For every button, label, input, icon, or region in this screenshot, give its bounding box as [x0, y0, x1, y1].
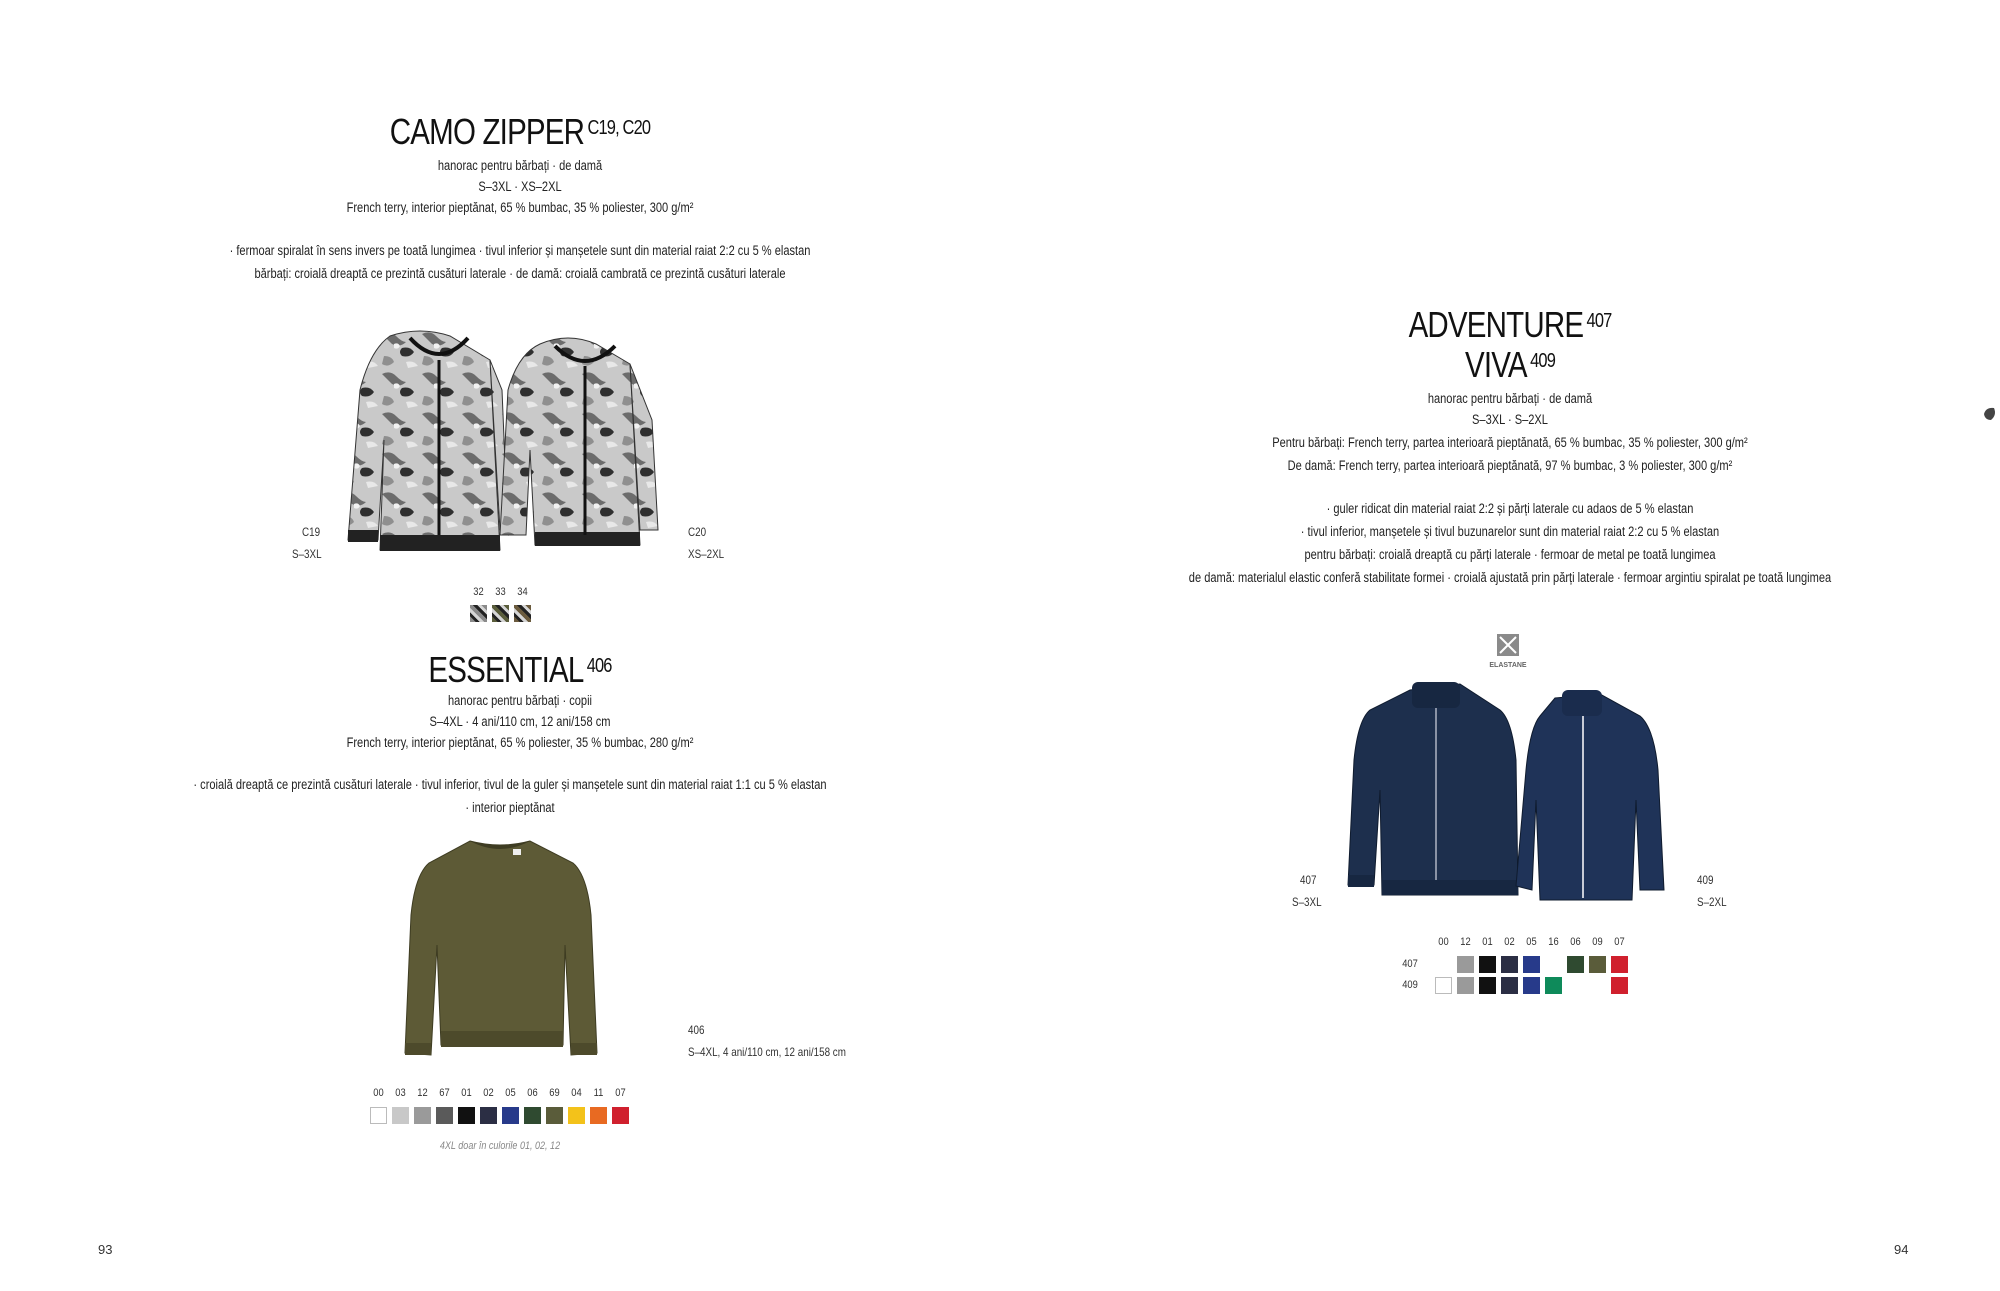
camo-bullet-2: bărbați: croială dreaptă ce prezintă cusături laterale · de damă: croială cambrată ce prezintă cusături laterale [254, 266, 786, 281]
color-code-label: 06 [527, 1087, 538, 1099]
elastane-icon [1497, 634, 1519, 656]
camo-left-code: C19 [302, 525, 321, 539]
color-code-label: 11 [593, 1087, 604, 1099]
adventure-title [1305, 305, 1715, 345]
essential-title-block [300, 650, 740, 690]
viva-code: 409 [1530, 350, 1555, 372]
color-swatch [1457, 956, 1474, 973]
color-swatch [470, 605, 487, 622]
essential-color-note: 4XL doar în culorile 01, 02, 12 [439, 1140, 561, 1152]
adventure-left-size: S–3XL [1292, 895, 1322, 909]
camo-color-swatches [470, 586, 550, 626]
color-swatch [370, 1107, 387, 1124]
color-swatch [392, 1107, 409, 1124]
camo-title-block [300, 112, 740, 152]
color-code-label: 02 [1504, 936, 1515, 948]
color-code-label: 32 [473, 586, 484, 598]
color-swatch [612, 1107, 629, 1124]
adventure-title-text: ADVENTURE [1408, 304, 1584, 345]
essential-bullet-2: · interior pieptănat [465, 800, 555, 815]
adventure-bullet-2: · tivul inferior, manșetele și tivul buzunarelor sunt din material raiat 2:2 cu 5 % elastan [1300, 524, 1720, 539]
essential-type: hanorac pentru bărbați · copii [447, 693, 592, 708]
color-code-label: 69 [549, 1087, 560, 1099]
adventure-color-grid [1395, 936, 1655, 998]
camo-hoodies-image [340, 330, 670, 565]
color-swatch [492, 605, 509, 622]
color-swatch [1501, 956, 1518, 973]
row-label: 409 [1402, 979, 1418, 991]
viva-right-size: S–2XL [1697, 895, 1727, 909]
viva-right-code: 409 [1697, 873, 1714, 887]
camo-bullet-1: · fermoar spiralat în sens invers pe toată lungimea · tivul inferior și manșetele sunt din material raiat 2:2 cu 5 % elastan [229, 243, 811, 258]
adventure-code: 407 [1586, 310, 1612, 332]
color-code-label: 12 [1460, 936, 1471, 948]
elastane-badge [1488, 634, 1528, 674]
color-swatch [436, 1107, 453, 1124]
color-swatch [414, 1107, 431, 1124]
color-swatch [514, 605, 531, 622]
leaf-icon [1982, 406, 1998, 422]
camo-left-size: S–3XL [292, 547, 322, 561]
essential-side-size: S–4XL, 4 ani/110 cm, 12 ani/158 cm [688, 1045, 846, 1059]
adventure-sizes: S–3XL · S–2XL [1472, 412, 1548, 427]
page-number-left: 93 [98, 1242, 113, 1257]
color-swatch [568, 1107, 585, 1124]
color-swatch [524, 1107, 541, 1124]
essential-side-code: 406 [688, 1023, 705, 1037]
essential-title [340, 650, 701, 690]
color-code-label: 09 [1592, 936, 1603, 948]
color-code-label: 33 [495, 586, 506, 598]
adventure-bullet-4: de damă: materialul elastic conferă stabilitate formei · croială ajustată prin părți laterale · fermoar argintiu spiralat pe toată lungimea [1188, 570, 1832, 585]
color-code-label: 00 [1438, 936, 1449, 948]
adventure-fabric-women: De damă: French terry, partea interioară pieptănată, 97 % bumbac, 3 % poliester, 300 g/m² [1287, 458, 1733, 473]
color-swatch [480, 1107, 497, 1124]
row-label: 407 [1402, 958, 1418, 970]
color-swatch [546, 1107, 563, 1124]
color-code-label: 05 [1526, 936, 1537, 948]
color-code-label: 03 [395, 1087, 406, 1099]
adventure-fabric-men: Pentru bărbați: French terry, partea interioară pieptănată, 65 % bumbac, 35 % poliester, 300 g/m² [1272, 435, 1748, 450]
color-swatch [1545, 977, 1562, 994]
color-code-label: 01 [461, 1087, 472, 1099]
essential-sizes: S–4XL · 4 ani/110 cm, 12 ani/158 cm [429, 714, 611, 729]
color-swatch [1479, 956, 1496, 973]
camo-right-code: C20 [688, 525, 707, 539]
color-swatch [1589, 956, 1606, 973]
color-code-label: 34 [517, 586, 528, 598]
color-code-label: 16 [1548, 936, 1559, 948]
adventure-bullet-1: · guler ridicat din material raiat 2:2 și părți laterale cu adaos de 5 % elastan [1326, 501, 1694, 516]
color-code-label: 06 [1570, 936, 1581, 948]
viva-title [1305, 345, 1715, 385]
camo-fabric: French terry, interior pieptănat, 65 % bumbac, 35 % poliester, 300 g/m² [346, 200, 694, 215]
essential-title-text: ESSENTIAL [428, 649, 584, 690]
color-code-label: 07 [615, 1087, 626, 1099]
essential-fabric: French terry, interior pieptănat, 65 % poliester, 35 % bumbac, 280 g/m² [346, 735, 694, 750]
color-swatch [1611, 956, 1628, 973]
camo-title-text: CAMO ZIPPER [389, 111, 585, 152]
camo-type: hanorac pentru bărbați · de damă [437, 158, 603, 173]
camo-right-size: XS–2XL [688, 547, 725, 561]
color-swatch [1435, 977, 1452, 994]
viva-title-text: VIVA [1465, 344, 1527, 385]
color-swatch [1523, 956, 1540, 973]
page-number-right: 94 [1894, 1242, 1909, 1257]
color-code-label: 00 [373, 1087, 384, 1099]
essential-code: 406 [586, 655, 612, 677]
adventure-title-block [1260, 305, 1760, 385]
color-swatch [590, 1107, 607, 1124]
color-swatch [1501, 977, 1518, 994]
elastane-label: ELASTANE [1489, 662, 1527, 669]
essential-color-swatches [370, 1087, 640, 1127]
color-swatch [1457, 977, 1474, 994]
color-swatch [1523, 977, 1540, 994]
camo-title [340, 112, 701, 152]
color-swatch [458, 1107, 475, 1124]
color-code-label: 01 [1482, 936, 1493, 948]
color-code-label: 07 [1614, 936, 1625, 948]
essential-bullet-1: · croială dreaptă ce prezintă cusături laterale · tivul inferior, tivul de la guler și manșetele sunt din material raiat 1:1 cu 5 % elastan [193, 777, 827, 792]
color-swatch [1479, 977, 1496, 994]
color-swatch [1567, 956, 1584, 973]
adventure-bullet-3: pentru bărbați: croială dreaptă cu părți laterale · fermoar de metal pe toată lungimea [1304, 547, 1716, 562]
adventure-left-code: 407 [1300, 873, 1317, 887]
color-swatch [502, 1107, 519, 1124]
camo-sizes: S–3XL · XS–2XL [478, 179, 562, 194]
essential-sweatshirt-image [395, 835, 605, 1065]
color-code-label: 04 [571, 1087, 582, 1099]
camo-codes: C19, C20 [587, 117, 651, 139]
color-code-label: 67 [439, 1087, 450, 1099]
color-swatch [1611, 977, 1628, 994]
adventure-viva-jackets-image [1340, 680, 1680, 910]
adventure-type: hanorac pentru bărbați · de damă [1427, 391, 1593, 406]
color-code-label: 12 [417, 1087, 428, 1099]
color-code-label: 05 [505, 1087, 516, 1099]
color-code-label: 02 [483, 1087, 494, 1099]
